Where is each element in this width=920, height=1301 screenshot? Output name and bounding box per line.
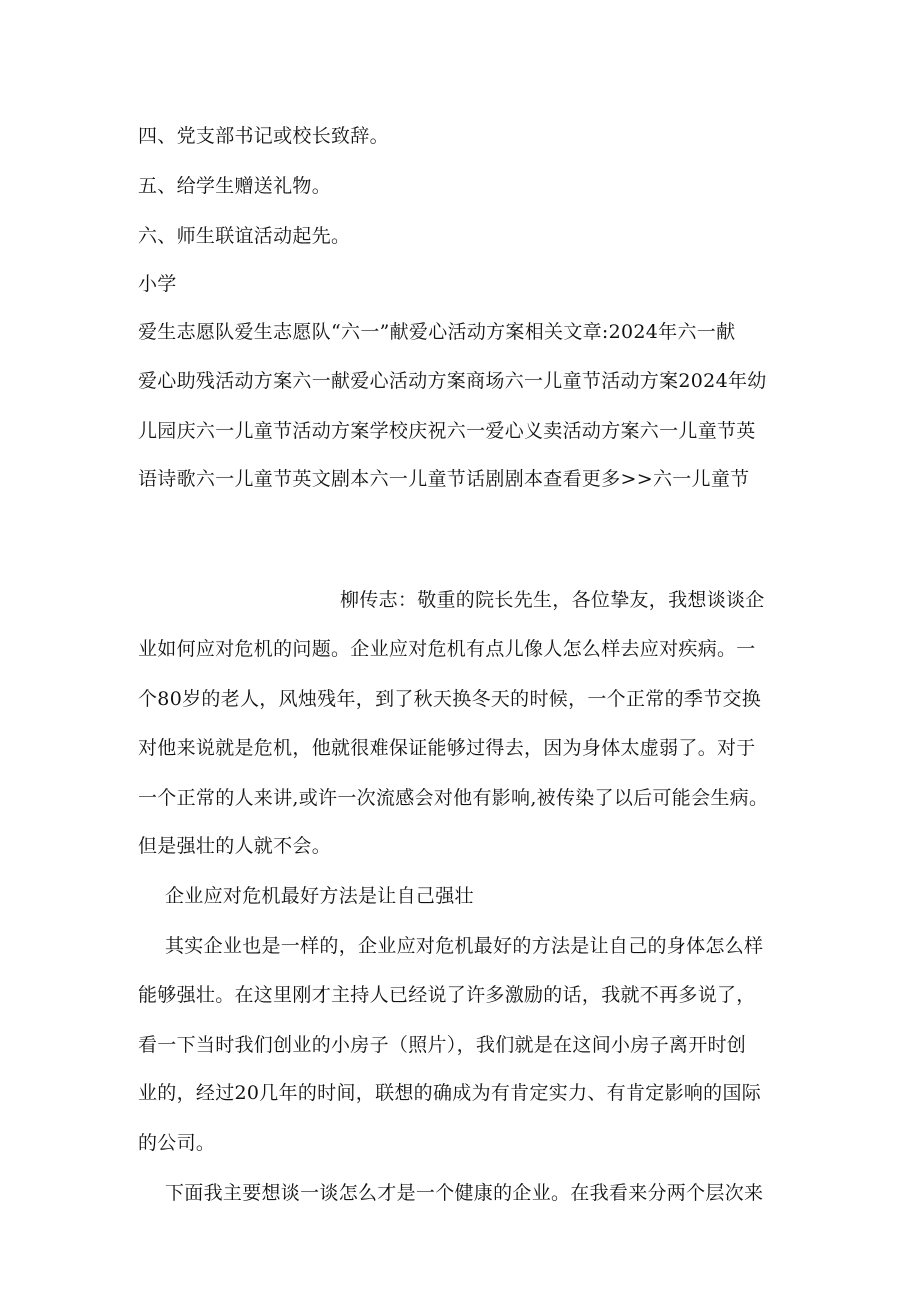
paragraph-line: 能够强壮。在这里刚才主持人已经说了许多激励的话，我就不再多说了， — [138, 984, 756, 1006]
speech-line: 但是强壮的人就不会。 — [138, 835, 332, 857]
related-articles-line: 爱生志愿队爱生志愿队“六一”献爱心活动方案相关文章:2024年六一献 — [138, 321, 736, 343]
list-item-6: 六、师生联谊活动起先。 — [138, 225, 351, 247]
speech-line: 一个正常的人来讲,或许一次流感会对他有影响,被传染了以后可能会生病。 — [138, 787, 769, 809]
speech-line: 对他来说就是危机，他就很难保证能够过得去，因为身体太虚弱了。对于 — [138, 737, 756, 759]
related-articles-line: 爱心助残活动方案六一献爱心活动方案商场六一儿童节活动方案2024年幼 — [138, 370, 767, 392]
subheading: 企业应对危机最好方法是让自己强壮 — [165, 885, 474, 907]
related-articles-line: 儿园庆六一儿童节活动方案学校庆祝六一爱心义卖活动方案六一儿童节英 — [138, 420, 756, 442]
paragraph-line: 看一下当时我们创业的小房子（照片），我们就是在这间小房子离开时创 — [138, 1034, 747, 1056]
section-label-primary-school: 小学 — [138, 273, 177, 295]
paragraph-line: 业的，经过20几年的时间，联想的确成为有肯定实力、有肯定影响的国际 — [138, 1082, 762, 1104]
paragraph-line: 的公司。 — [138, 1132, 216, 1154]
paragraph-line: 其实企业也是一样的，企业应对危机最好的方法是让自己的身体怎么样 — [165, 935, 764, 957]
speech-line: 柳传志：敬重的院长先生，各位挚友，我想谈谈企 — [340, 589, 765, 611]
list-item-4: 四、党支部书记或校长致辞。 — [138, 125, 389, 147]
speech-line: 个80岁的老人，风烛残年，到了秋天换冬天的时候，一个正常的季节交换 — [138, 688, 762, 710]
list-item-5: 五、给学生赠送礼物。 — [138, 175, 332, 197]
speech-line: 业如何应对危机的问题。企业应对危机有点儿像人怎么样去应对疾病。一 — [138, 638, 756, 660]
paragraph-line: 下面我主要想谈一谈怎么才是一个健康的企业。在我看来分两个层次来 — [165, 1182, 764, 1204]
related-articles-line: 语诗歌六一儿童节英文剧本六一儿童节话剧剧本查看更多>>六一儿童节 — [138, 468, 750, 490]
